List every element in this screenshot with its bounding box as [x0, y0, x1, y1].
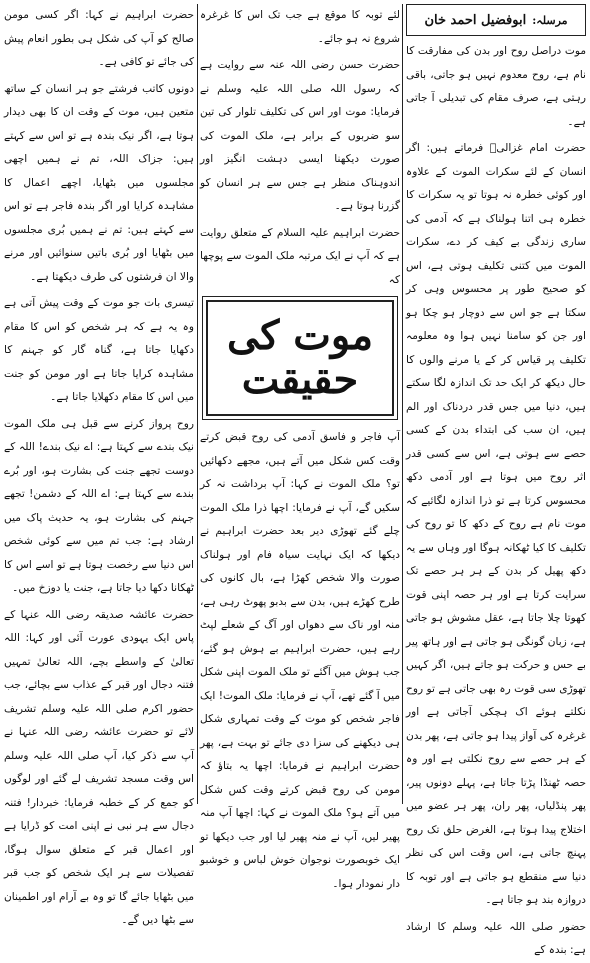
paragraph: آپ فاجر و فاسق آدمی کی روح قبض کرتے وقت کس شکل میں آتے ہیں، مجھے دکھائیں تو؟ ملک الموت نے کہا: آپ برداشت نہ کر سکیں گے، آپ نے فرمایا: اچھا ذرا ملک الموت چلے گئے تھوڑی دیر بعد حضرت ابراہیم نے دیکھا کہ ایک نہایت سیاہ فام اور ہولناک صورت والا شخص کھڑا ہے، بال کانوں کی طرح کھڑے ہیں، بدن سے بدبو پھوٹ رہی ہے، منہ اور ناک سے دھواں اور آگ کے شعلے لپٹ رہے ہیں، حضرت ابراہیم بے ہوش ہو گئے، جب ہوش میں آگئے تو ملک الموت اپنی شکل میں آ گئے تھے، آپ نے فرمایا: ملک الموت! ایک فاجر شخص کو موت کے وقت تمہاری شکل ہی دیکھنے کی سزا دی جائے تو بہت ہے، پھر حضرت ابراہیم نے فرمایا: اچھا یہ بتاؤ کہ مومن کی روح قبض کرتے وقت کس شکل میں آتے ہو؟ ملک الموت نے کہا: اچھا آپ منہ پھیر لیں، آپ نے منہ پھیر لیا اور جب دیکھا تو ایک خوبصورت نوجوان خوش لباس و خوشبو دار نمودار ہوا۔ — [200, 431, 400, 890]
byline-label: مرسلہ: — [532, 13, 568, 27]
column-middle — [200, 4, 400, 890]
article-title: موت کی حقیقت — [226, 312, 374, 403]
column-divider — [197, 4, 198, 804]
byline-box — [406, 4, 586, 36]
paragraph: حضرت ابراہیم علیہ السلام کے متعلق روایت ہے کہ آپ نے ایک مرتبہ ملک الموت سے پوچھا کہ — [200, 226, 400, 286]
paragraph: حضور صلی اللہ علیہ وسلم کا ارشاد ہے: بندہ کے — [406, 920, 586, 956]
byline-name: ابوفضیل احمد خان — [424, 12, 527, 28]
column-right — [406, 4, 586, 956]
paragraph: روح پرواز کرنے سے قبل ہی ملک الموت نیک بندے سے کہتا ہے: اے نیک بندے! اللہ کے دوست تجھے جنت کی بشارت ہو، اور بُرے بندے سے کہتا ہے: اے اللہ کے دشمن! تجھے جہنم کی بشارت ہو، یہ حدیث پاک میں ارشاد ہے: جب تم میں سے کوئی شخص اس دنیا سے رخصت ہوتا ہے تو اسے اس کا ٹھکانا دکھا دیا جاتا ہے، جنت یا دوزخ میں۔ — [4, 417, 194, 594]
title-box — [206, 300, 394, 416]
paragraph: حضرت ابراہیم نے کہا: اگر کسی مومن صالح کو آپ کی شکل ہی بطور انعام پیش کی جائے تو کافی ہے۔ — [4, 9, 194, 68]
paragraph: دونوں کاتب فرشتے جو ہر انسان کے ساتھ متعین ہیں، موت کے وقت ان کا بھی دیدار ہوتا ہے، اگر نیک بندہ ہے تو اس سے کہتے ہیں: جزاک اللہ، تم نے ہمیں اچھی مجلسوں میں بٹھایا، اچھے اعمال کا مشاہدہ کرایا اور اگر بندہ فاجر ہے تو اس سے کہتے ہیں: تم نے ہمیں بُری مجلسوں میں بٹھایا اور بُری باتیں سنوائیں اور مرنے والا ان فرشتوں کی طرف دیکھتا ہے۔ — [4, 82, 194, 283]
paragraph: لئے توبہ کا موقع ہے جب تک اس کا غرغرہ شروع نہ ہو جائے۔ — [200, 9, 400, 45]
paragraph: تیسری بات جو موت کے وقت پیش آتی ہے وہ یہ ہے کہ ہر شخص کو اس کا مقام دکھایا جاتا ہے، گناہ گار کو جہنم کا مشاہدہ کرایا جاتا ہے اور مومن کو جنت میں اس کا مقام دکھلایا جاتا ہے۔ — [4, 297, 194, 403]
column-left — [4, 4, 194, 926]
paragraph: موت دراصل روح اور بدن کی مفارقت کا نام ہے، روح معدوم نہیں ہو جاتی، باقی رہتی ہے، صرف مقام کی تبدیلی آ جاتی ہے۔ — [406, 45, 586, 128]
paragraph: حضرت حسن رضی اللہ عنہ سے روایت ہے کہ رسول اللہ صلی اللہ علیہ وسلم نے فرمایا: موت اور اس کی تکلیف تلوار کی تین سو ضربوں کے برابر ہے، ملک الموت کی صورت دیکھنا ایسی دہشت انگیز اور اندوہناک منظر ہے جس سے ہر انسان کو گزرنا ہوتا ہے۔ — [200, 59, 400, 212]
paragraph: حضرت امام غزالیؒ فرماتے ہیں: اگر انسان کے لئے سکرات الموت کے علاوہ اور کوئی خطرہ نہ ہوتا تو یہ سکرات کا خطرہ ہی اتنا ہولناک ہے کہ آدمی کی ساری زندگی بے کیف کر دے، سکرات الموت میں کتنی تکلیف ہوتی ہے، اس کو صحیح طور پر محسوس وہی کر سکتا ہے جو اس سے دوچار ہو چکا ہو اور جن کو سامنا نہیں ہوا وہ معلومہ تکلیف پر قیاس کر کے یا مرنے والوں کا حال دیکھ کر ایک حد تک اندازہ لگا سکتے ہیں، دنیا میں جس قدر دردناک اور الم ہیں، ان سب کی ابتداء بدن کے کسی حصے سے ہوتی ہے، اس سے کسی قدر اثر روح میں ہوتا ہے اور آدمی دکھ محسوس کرتا ہے تو ذرا اندازہ لگائیے کہ موت نام ہے روح کے دکھ کا تو روح کی تکلیف کا کیا ٹھکانہ ہوگا اور وہاں سے یہ دکھ پھیل کر بدن کے ہر ہر حصے تک سرایت کرتا ہے اور ہر حصہ اپنی قوت کھوتا چلا جاتا ہے، عقل مشوش ہو جاتی ہے، زبان گونگی ہو جاتی ہے اور ہاتھ پیر بے حس و حرکت ہو جاتے ہیں، اگر کہیں تھوڑی سی قوت رہ بھی جاتی ہے تو روح نکلتے ہوئے اک ہچکی آجاتی ہے اور غرغرہ کی آواز پیدا ہو جاتی ہے، پھر بدن کے ہر حصے سے روح نکلتی ہے اور وہ حصہ ٹھنڈا پڑتا جاتا ہے، پہلے دونوں پیر، پھر پنڈلیاں، پھر ران، پھر ہر عضو میں اختلاج پیدا ہوتا ہے، الغرض حلق تک روح پہنچ جاتی ہے، اس وقت اس کی نظر دنیا سے منقطع ہو جاتی ہے اور توبہ کا دروازہ بند ہو جاتا ہے۔ — [406, 142, 586, 906]
column-divider — [402, 4, 403, 804]
paragraph: حضرت عائشہ صدیقہ رضی اللہ عنہا کے پاس ایک یہودی عورت آئی اور کہا: اللہ تعالیٰ کے واسطے بچے، اللہ تعالیٰ تمہیں فتنہ دجال اور قبر کے عذاب سے بچائے، جب حضور اکرم صلی اللہ علیہ وسلم تشریف لائے تو حضرت عائشہ رضی اللہ عنہا نے آپ سے ذکر کیا، آپ صلی اللہ علیہ وسلم اس وقت مسجد تشریف لے گئے اور لوگوں کو جمع کر کے خطبہ فرمایا: خبردار! فتنہ دجال سے ہر نبی نے اپنی امت کو ڈرایا ہے اور اعمال قبر کے متعلق سوال ہوگا، تفصیلات سے ہر ایک شخص کو جب قبر میں بٹھایا جائے گا تو وہ بے آرام اور اطمینان سے بٹھا دیں گے۔ — [4, 608, 194, 926]
